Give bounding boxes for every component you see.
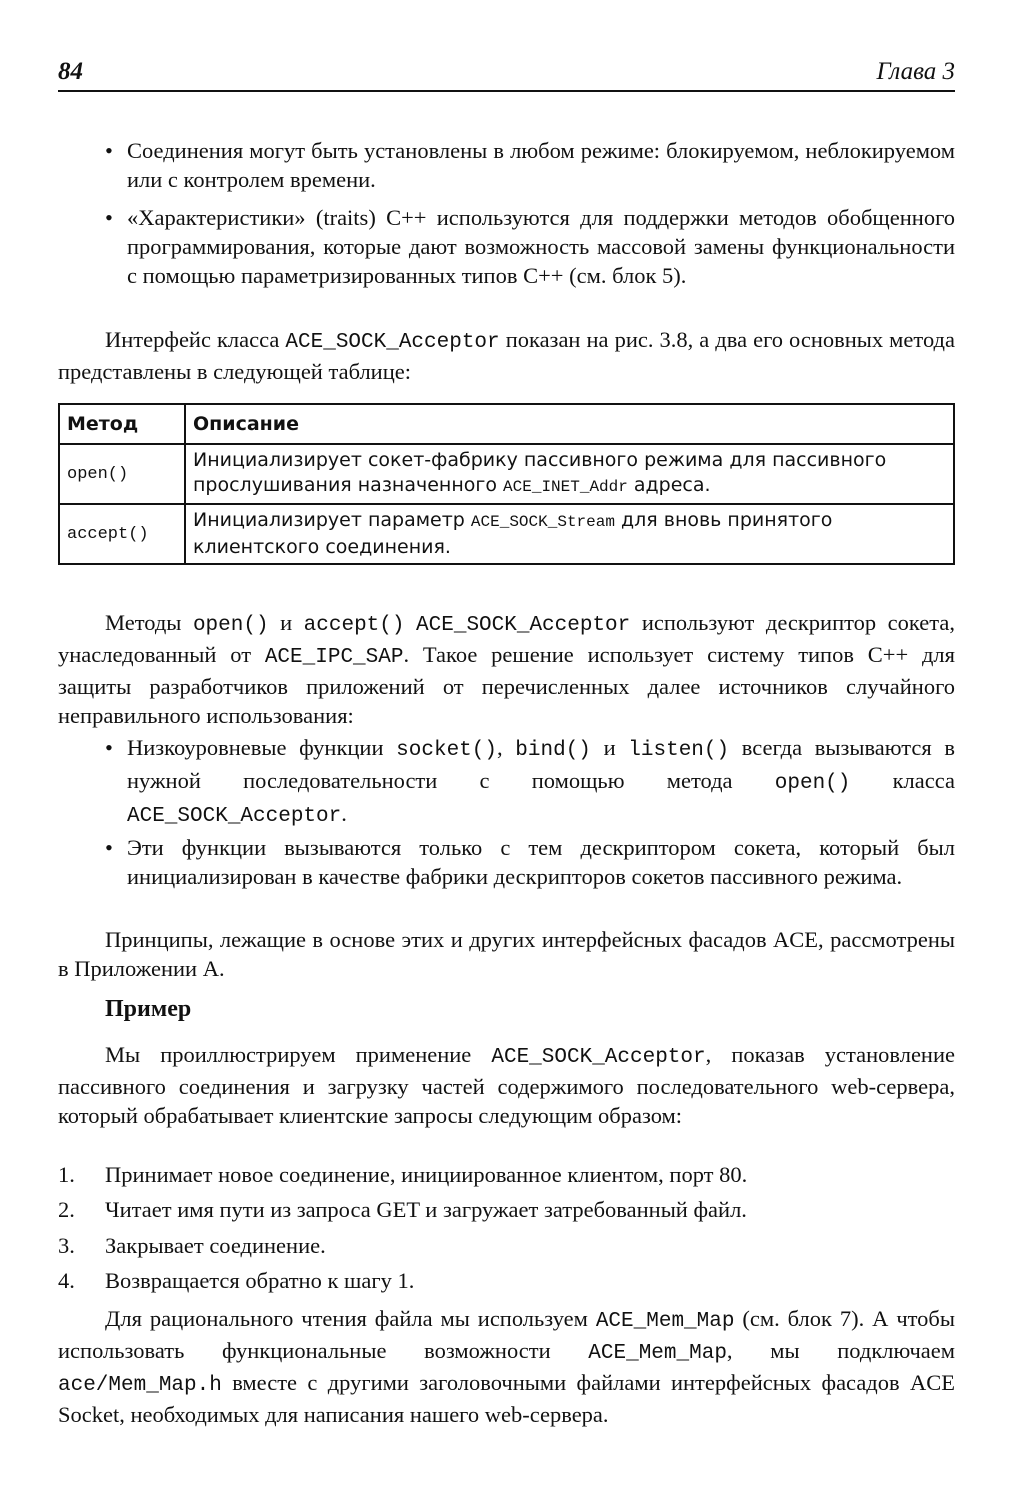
bullet-item: • Эти функции вызываются только с тем дескриптором сокета, который был инициализирован в качестве фабрики дескрипторов сокетов пассивного режима.	[105, 835, 955, 889]
bullet-icon: •	[105, 835, 113, 860]
final-paragraph: Для рационального чтения файла мы используем ACE_Mem_Map (см. блок 7). А чтобы использовать функциональные возможности ACE_Mem_Map, мы подключаем ace/Mem_Map.h вместе с другими заголовочными файлами интерфейсных фасадов ACE Socket, необходимых для написания нашего web-сервера.	[58, 1306, 955, 1427]
column-header-description: Описание	[185, 404, 954, 444]
principles-paragraph: Принципы, лежащие в основе этих и других интерфейсных фасадов ACE, рассмотрены в Приложении А.	[58, 927, 955, 981]
bullet-item: • Низкоуровневые функции socket(), bind() и listen() всегда вызываются в нужной последовательности с помощью метода open() класса ACE_SOCK_Acceptor.	[105, 735, 956, 828]
bullet-icon: •	[105, 205, 113, 230]
bullet-icon: •	[105, 138, 113, 163]
page-number: 84	[58, 58, 83, 85]
methods-table	[58, 403, 955, 565]
chapter-title: Глава 3	[876, 58, 955, 85]
description-cell: Инициализирует параметр ACE_SOCK_Stream для вновь принятого клиентского соединения.	[185, 504, 954, 564]
bullet-icon: •	[105, 735, 113, 760]
list-item: 3. Закрывает соединение.	[58, 1233, 326, 1258]
table-row	[59, 504, 954, 564]
list-item: 2. Читает имя пути из запроса GET и загружает затребованный файл.	[58, 1197, 747, 1222]
method-cell: accept()	[59, 504, 185, 564]
section-heading: Пример	[105, 996, 192, 1022]
intro-paragraph: Интерфейс класса ACE_SOCK_Acceptor показан на рис. 3.8, а два его основных метода представлены в следующей таблице:	[58, 327, 955, 384]
methods-paragraph: Методы open() и accept() ACE_SOCK_Acceptor используют дескриптор сокета, унаследованный от ACE_IPC_SAP. Такое решение использует систему типов C++ для защиты разработчиков приложений от перечисленных далее источников случайного неправильного использования:	[58, 610, 955, 728]
bullet-item: • «Характеристики» (traits) C++ используются для поддержки методов обобщенного программирования, которые дают возможность массовой замены функциональности с помощью параметризированных типов C++ (см. блок 5).	[105, 205, 955, 288]
bullet-item: • Соединения могут быть установлены в любом режиме: блокируемом, неблокируемом или с контролем времени.	[105, 138, 955, 192]
column-header-method: Метод	[59, 404, 185, 444]
example-paragraph: Мы проиллюстрируем применение ACE_SOCK_Acceptor, показав установление пассивного соединения и загрузку частей содержимого последовательного web-сервера, который обрабатывает клиентские запросы следующим образом:	[58, 1042, 955, 1128]
list-item: 4. Возвращается обратно к шагу 1.	[58, 1268, 415, 1293]
page-header	[58, 58, 955, 92]
description-cell: Инициализирует сокет-фабрику пассивного режима для пассивного прослушивания назначенного ACE_INET_Addr адреса.	[185, 444, 954, 504]
table-row	[59, 444, 954, 504]
list-item: 1. Принимает новое соединение, инициированное клиентом, порт 80.	[58, 1162, 748, 1187]
table-header-row	[59, 404, 954, 444]
method-cell: open()	[59, 444, 185, 504]
